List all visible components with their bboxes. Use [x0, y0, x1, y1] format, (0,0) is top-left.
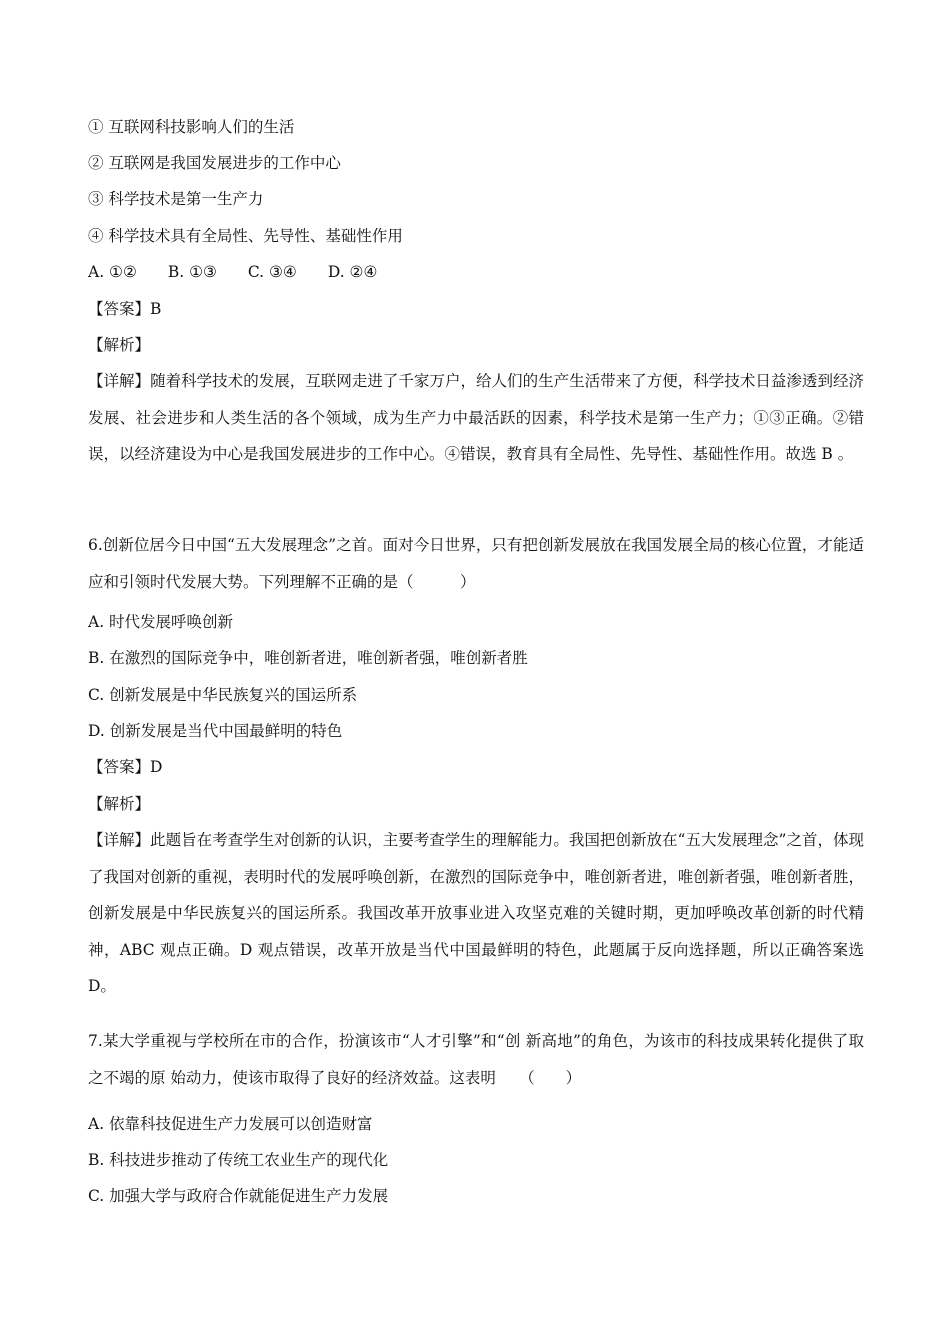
q5-answer: 【答案】B [88, 300, 162, 318]
q7-option-a: A. 依靠科技促进生产力发展可以创造财富 [88, 1115, 373, 1133]
q5-choices: A. ①② B. ①③ C. ③④ D. ②④ [88, 263, 378, 281]
q5-option-4: ④ 科学技术具有全局性、先导性、基础性作用 [88, 227, 403, 245]
q7-option-b: B. 科技进步推动了传统工农业生产的现代化 [88, 1151, 389, 1169]
q6-analysis-label: 【解析】 [88, 795, 151, 813]
q5-detail: 【详解】随着科学技术的发展，互联网走进了千家万户，给人们的生产生活带来了方便，科学技术日益渗透到经济发展、社会进步和人类生活的各个领域，成为生产力中最活跃的因素，科学技术是第一生产力；①③正确。②错误，以经济建设为中心是我国发展进步的工作中心。④错误，教育具有全局性、先导性、基础性作用。故选 B 。 [88, 372, 864, 463]
q6-option-a: A. 时代发展呼唤创新 [88, 613, 234, 631]
q6-detail: 【详解】此题旨在考查学生对创新的认识，主要考查学生的理解能力。我国把创新放在“五大发展理念”之首，体现了我国对创新的重视，表明时代的发展呼唤创新，在激烈的国际竞争中，唯创新者进，唯创新者强，唯创新者胜，创新发展是中华民族复兴的国运所系。我国改革开放事业进入攻坚克难的关键时期，更加呼唤改革创新的时代精神，ABC 观点正确。D 观点错误，改革开放是当代中国最鲜明的特色，此题属于反向选择题，所以正确答案选 D。 [88, 831, 864, 995]
q6-option-b: B. 在激烈的国际竞争中，唯创新者进，唯创新者强，唯创新者胜 [88, 649, 528, 667]
q6-option-c: C. 创新发展是中华民族复兴的国运所系 [88, 686, 358, 704]
q6-stem: 6.创新位居今日中国“五大发展理念”之首。面对今日世界，只有把创新发展放在我国发展全局的核心位置，才能适应和引领时代发展大势。下列理解不正确的是（ ） [88, 536, 864, 591]
q5-option-2: ② 互联网是我国发展进步的工作中心 [88, 154, 341, 172]
q7-stem: 7.某大学重视与学校所在市的合作，扮演该市“人才引擎”和“创 新高地”的角色，为该市的科技成果转化提供了取之不竭的原 始动力，使该市取得了良好的经济效益。这表明 （ ） [88, 1032, 864, 1087]
q5-option-1: ① 互联网科技影响人们的生活 [88, 118, 295, 136]
q6-answer: 【答案】D [88, 758, 163, 776]
q7-option-c: C. 加强大学与政府合作就能促进生产力发展 [88, 1187, 389, 1205]
q5-option-3: ③ 科学技术是第一生产力 [88, 190, 264, 208]
q5-analysis-label: 【解析】 [88, 336, 151, 354]
q6-option-d: D. 创新发展是当代中国最鲜明的特色 [88, 722, 343, 740]
